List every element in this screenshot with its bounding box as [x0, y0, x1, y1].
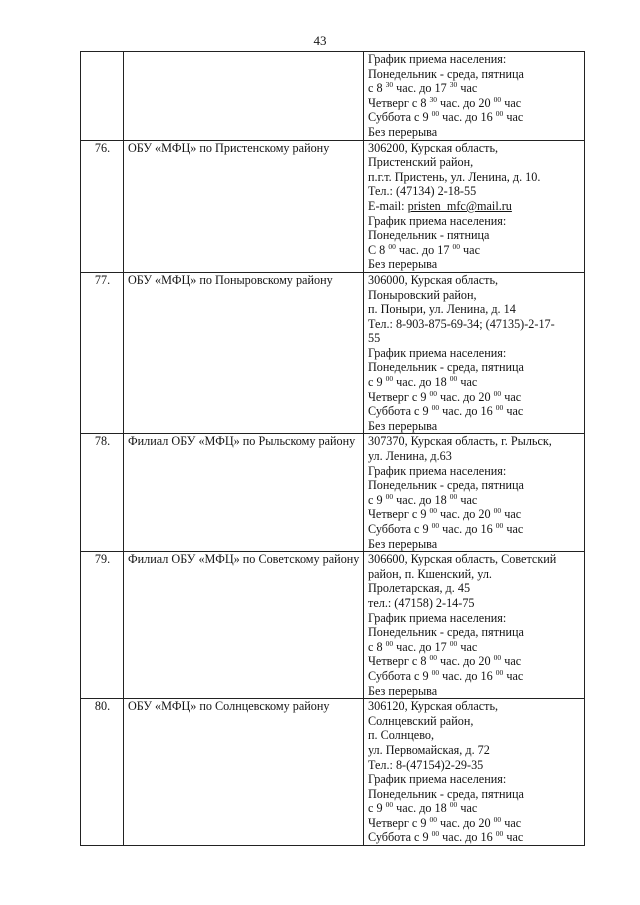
address-line: График приема населения:	[368, 772, 507, 787]
address-line: Поныровский район,	[368, 287, 477, 302]
address-schedule-cell	[364, 52, 585, 141]
address-line: С 8 $^{00}$ час. до 17 $^{00}$ час	[368, 241, 480, 257]
address-schedule-cell	[364, 434, 585, 552]
row-number-cell: 79.	[81, 552, 124, 699]
address-line: Солнцевский район,	[368, 713, 474, 728]
address-line: с 9 $^{00}$ час. до 18 $^{00}$ час	[368, 800, 478, 816]
address-line: График приема населения:	[368, 345, 507, 360]
address-line: Суббота с 9 $^{00}$ час. до 16 $^{00}$ час	[368, 521, 524, 536]
address-line: п.г.т. Пристень, ул. Ленина, д. 10.	[368, 169, 541, 184]
address-line: Тел.: 8-903-875-69-34; (47135)-2-17-	[368, 316, 555, 331]
address-line: 55	[368, 331, 381, 346]
address-line: ул. Ленина, д.63	[368, 449, 452, 464]
address-line: ул. Первомайская, д. 72	[368, 742, 490, 757]
organization-name-cell: ОБУ «МФЦ» по Поныровскому району	[124, 272, 364, 434]
organization-name-cell: ОБУ «МФЦ» по Пристенскому району	[124, 140, 364, 272]
row-number-cell: 80.	[81, 699, 124, 846]
address-line: Понедельник - среда, пятница	[368, 786, 524, 801]
address-line: График приема населения:	[368, 463, 507, 478]
row-number-cell: 78.	[81, 434, 124, 552]
address-schedule-cell	[364, 552, 585, 699]
address-line: Четверг с 9 $^{00}$ час. до 20 $^{00}$ час	[368, 814, 522, 830]
address-line: График приема населения:	[368, 610, 507, 625]
address-line: Четверг с 8 $^{30}$ час. до 20 $^{00}$ час	[368, 94, 522, 110]
table-row	[81, 272, 585, 434]
address-line: Суббота с 9 $^{00}$ час. до 16 $^{00}$ час	[368, 109, 524, 125]
address-line: 307370, Курская область, г. Рыльск,	[368, 434, 552, 449]
address-line: с 8 $^{00}$ час. до 17 $^{00}$ час	[368, 638, 478, 654]
address-line: Без перерыва	[368, 257, 438, 272]
organization-name-cell: Филиал ОБУ «МФЦ» по Рыльскому району	[124, 434, 364, 552]
row-number-cell: 77.	[81, 272, 124, 434]
address-line: район, п. Кшенский, ул.	[368, 566, 492, 581]
organization-name-cell	[124, 52, 364, 141]
address-line: Понедельник - пятница	[368, 228, 490, 243]
row-number-cell	[81, 52, 124, 141]
address-line: Суббота с 9 $^{00}$ час. до 16 $^{00}$ час	[368, 403, 524, 419]
address-line: Без перерыва	[368, 124, 438, 139]
table-row	[81, 52, 585, 141]
address-line: Суббота с 9 $^{00}$ час. до 16 $^{00}$ час	[368, 829, 524, 845]
address-line: Без перерыва	[368, 418, 438, 433]
address-line: с 9 $^{00}$ час. до 18 $^{00}$ час	[368, 374, 478, 390]
address-line: Тел.: (47134) 2-18-55	[368, 184, 477, 199]
address-line: с 8 $^{30}$ час. до 17 $^{30}$ час	[368, 80, 478, 96]
address-line: тел.: (47158) 2-14-75	[368, 595, 475, 610]
table-row	[81, 434, 585, 552]
address-line: 306200, Курская область,	[368, 140, 499, 155]
page-number: 43	[313, 33, 327, 48]
email-link[interactable]: pristen_mfc@mail.ru	[407, 198, 512, 213]
mfc-offices-table	[80, 51, 585, 846]
address-line: Четверг с 9 $^{00}$ час. до 20 $^{00}$ час	[368, 506, 522, 522]
address-line: п. Солнцево,	[368, 728, 435, 743]
address-line: Четверг с 9 $^{00}$ час. до 20 $^{00}$ час	[368, 388, 522, 404]
address-line: График приема населения:	[368, 213, 507, 228]
address-line: Без перерыва	[368, 683, 438, 698]
table-row	[81, 552, 585, 699]
address-schedule-cell	[364, 272, 585, 434]
address-schedule-cell	[364, 140, 585, 272]
address-line: Пролетарская, д. 45	[368, 581, 471, 596]
address-line: Тел.: 8-(47154)2-29-35	[368, 757, 484, 772]
organization-name-cell: ОБУ «МФЦ» по Солнцевскому району	[124, 699, 364, 846]
address-line: 306120, Курская область,	[368, 699, 499, 714]
address-line: п. Поныри, ул. Ленина, д. 14	[368, 302, 516, 317]
address-line: График приема населения:	[368, 52, 507, 66]
address-line: E-mail: pristen_mfc@mail.ru	[368, 198, 512, 213]
address-line: 306000, Курская область,	[368, 272, 499, 287]
organization-name-cell: Филиал ОБУ «МФЦ» по Советскому району	[124, 552, 364, 699]
table-row	[81, 140, 585, 272]
row-number-cell: 76.	[81, 140, 124, 272]
address-line: Понедельник - среда, пятница	[368, 478, 524, 493]
address-line: Понедельник - среда, пятница	[368, 625, 524, 640]
address-line: Четверг с 8 $^{00}$ час. до 20 $^{00}$ час	[368, 653, 522, 669]
address-schedule-cell	[364, 699, 585, 846]
address-line: Без перерыва	[368, 536, 438, 551]
address-line: Понедельник - среда, пятница	[368, 360, 524, 375]
table-row	[81, 699, 585, 846]
address-line: 306600, Курская область, Советский	[368, 552, 557, 567]
address-line: Суббота с 9 $^{00}$ час. до 16 $^{00}$ час	[368, 667, 524, 683]
address-line: Понедельник - среда, пятница	[368, 66, 524, 81]
address-line: с 9 $^{00}$ час. до 18 $^{00}$ час	[368, 491, 478, 507]
address-line: Пристенский район,	[368, 155, 474, 170]
